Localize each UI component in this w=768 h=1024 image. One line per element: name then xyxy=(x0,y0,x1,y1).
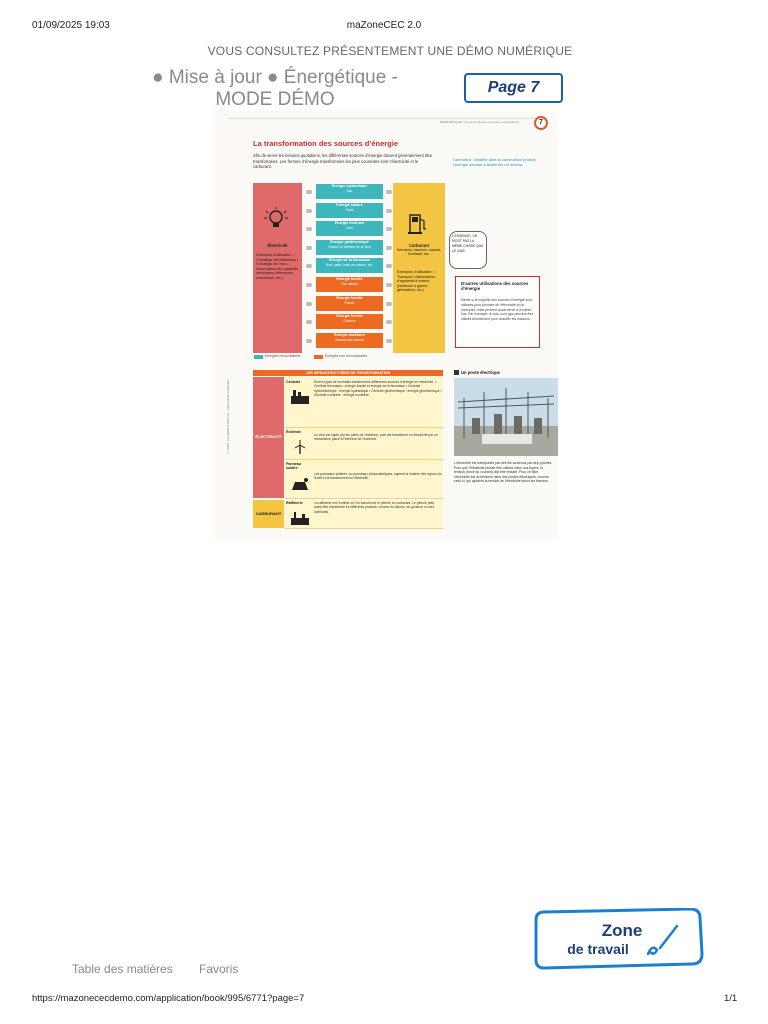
flow-arrow-icon xyxy=(306,209,312,213)
lightbulb-icon xyxy=(264,207,288,233)
fuel-label-subtitle: Kérosène, essence, mazout, biodiesel, etc. xyxy=(396,248,442,256)
copyright-credit: © ERPI, Les Éditions CEC inc. • Reproduction interdite xyxy=(226,380,230,455)
book-title-line1: ● Mise à jour ● Énergétique - xyxy=(152,67,398,88)
print-date: 01/09/2025 19:03 xyxy=(32,20,110,31)
table-electricity-label: ÉLECTRICITÉ xyxy=(255,434,282,439)
table-of-contents-link[interactable]: Table des matières xyxy=(72,962,173,976)
flow-arrow-icon xyxy=(386,283,392,287)
legend-renewable-swatch xyxy=(254,355,263,359)
energy-source-origin: Charbon xyxy=(343,319,356,324)
flow-arrow-icon xyxy=(386,339,392,343)
book-title xyxy=(130,67,420,111)
energy-source-box xyxy=(316,314,383,329)
energy-source-origin: Eau xyxy=(346,189,353,193)
energy-source-name: Énergie nucléaire xyxy=(334,332,365,337)
flow-arrow-icon xyxy=(306,339,312,343)
table-row-text: Les panneaux solaires, ou panneaux photovoltaïques, captent la lumière des rayons du Soleil et la transforment en électricité. xyxy=(314,472,442,481)
table-fuel-label: CARBURANT xyxy=(255,511,282,516)
fuel-pump-icon xyxy=(408,213,428,235)
energy-source-origin: Pétrole xyxy=(344,300,355,305)
demo-banner: VOUS CONSULTEZ PRÉSENTEMENT UNE DÉMO NUMÉRIQUE xyxy=(207,44,573,58)
energy-source-box xyxy=(316,258,383,273)
flow-arrow-icon xyxy=(386,209,392,213)
energy-source-origin: Gaz naturel xyxy=(341,282,358,286)
energy-source-box xyxy=(316,277,383,292)
work-zone-label-line1: Zone xyxy=(601,921,643,940)
flow-arrow-icon xyxy=(306,283,312,287)
table-row-text: La raffinerie est l’endroit où l’on transforme le pétrole en carburant. Le pétrole peut aussi être transformé en différents produits, comme du bitume, du goudron ou des lubrifiants. xyxy=(314,501,435,514)
flow-arrow-icon xyxy=(306,246,312,250)
other-uses-text: Même si la majorité des sources d’énergie sont utilisées pour produire de l’électricité et du carburant, elles peuvent aussi servir à d’autres fins. Par exemple, le bois ou le gaz peuvent être utilisés directement pour chauffer les maisons. xyxy=(461,298,534,322)
photo-caption: L’électricité est transportée par des fils soutenus par des pylônes. Pour que l’électricité puisse être utilisée dans nos foyers, la tension (force du courant) doit être réduite. Pour ce faire, l’électricité est acheminée dans des postes électriques, comme celui-ci, qui ajustent la tension de l’électricité selon les besoins. xyxy=(454,461,553,484)
energy-source-name: Énergie fossile xyxy=(336,314,363,319)
fuel-label xyxy=(394,243,444,256)
table-row-category: Raffinerie xyxy=(286,501,303,505)
fuel-label-title: Carburant xyxy=(408,243,429,248)
energy-source-name: Énergie éolienne xyxy=(334,221,365,226)
flow-arrow-icon xyxy=(306,190,312,194)
page-header-text: ÉNERGÉTIQUE | Qu'est-ce qu'une ressource énergétique? xyxy=(440,120,520,124)
flow-arrow-icon xyxy=(386,246,392,250)
power-plant-icon xyxy=(290,390,310,404)
table-row-category: Centrale xyxy=(286,380,301,384)
fuel-column xyxy=(393,183,445,353)
work-zone-button[interactable] xyxy=(530,908,705,970)
print-footer-page: 1/1 xyxy=(724,993,738,1004)
page-intro: Afin de servir les besoins quotidiens, les différentes sources d’énergie doivent généralement être transformées. Les formes d’énergie transformées les plus courantes sont l’électricité et le carburant. xyxy=(253,153,433,170)
electricity-label: Électricité xyxy=(267,243,288,248)
flow-arrow-icon xyxy=(306,320,312,324)
print-title: maZoneCEC 2.0 xyxy=(346,20,422,31)
legend-fossil-swatch xyxy=(314,355,323,359)
speech-bubble: L’ESSENCE, CE N’EST PAS LA MÊME CHOSE QUE LE GAZ! xyxy=(449,231,487,269)
infrastructure-table-title: LES INFRASTRUCTURES DE TRANSFORMATION xyxy=(253,370,443,376)
energy-source-origin: Uranium des atomes xyxy=(334,337,365,342)
photo-number-badge xyxy=(454,370,459,375)
energy-source-box xyxy=(316,184,383,199)
flow-arrow-icon xyxy=(306,227,312,231)
fuel-examples: Exemples d’utilisation : • Transport • Alimentation d’appareils à moteur (tondeuse à gazon, génératrice, etc.) xyxy=(397,270,436,293)
flow-arrow-icon xyxy=(386,302,392,306)
electricity-examples: Exemples d’utilisation : • Chauffage des bâtiments • Chauffage de l’eau • Alimentation des appareils électriques (téléviseurs, ordinateurs, etc.) xyxy=(256,253,299,280)
flow-arrow-icon xyxy=(386,227,392,231)
print-footer-url: https://mazonececdemo.com/application/book/995/6771?page=7 xyxy=(32,993,305,1004)
substation-photo xyxy=(454,378,558,456)
definition-note: Carburant : Matière dont la combustion produit l’énergie servant à alimenter un moteur. xyxy=(453,157,536,167)
energy-source-name: Énergie fossile xyxy=(336,277,363,281)
energy-source-box xyxy=(316,203,383,218)
book-title-line2: MODE DÉMO xyxy=(215,89,335,110)
flow-arrow-icon xyxy=(386,320,392,324)
page-heading: La transformation des sources d’énergie xyxy=(253,139,399,148)
energy-source-name: Énergie de la biomasse xyxy=(329,258,370,263)
wind-turbine-icon xyxy=(290,440,310,454)
table-row-category: Panneau solaire xyxy=(286,462,301,470)
energy-source-box xyxy=(316,296,383,311)
energy-source-box xyxy=(316,221,383,236)
solar-panel-icon xyxy=(290,478,310,492)
energy-source-origin: Vent xyxy=(346,226,353,231)
legend-fossil-text: Énergies non renouvelables xyxy=(325,354,368,358)
refinery-icon xyxy=(290,511,310,525)
work-zone-label-line2: de travail xyxy=(567,941,629,957)
favorites-link[interactable]: Favoris xyxy=(199,962,239,976)
energy-source-name: Énergie fossile xyxy=(336,295,363,300)
energy-source-origin: Soleil xyxy=(345,207,354,212)
table-row-text: Divers types de centrales transforment différentes sources d’énergie en électricité. • Centrale thermique : énergie fossile et énergie de la biomasse • Centrale hydroélectrique : énergie hydraulique • Centrale géothermique : énergie géothermique • Centrale nucléaire : énergie nucléaire xyxy=(314,380,442,398)
photo-title: Un poste électrique xyxy=(461,370,500,375)
flow-arrow-icon xyxy=(386,190,392,194)
page-selector-button[interactable]: Page 7 xyxy=(464,73,563,103)
page-number-marker: 7 xyxy=(534,116,548,130)
flow-arrow-icon xyxy=(306,302,312,306)
energy-source-name: Énergie géothermique xyxy=(330,239,369,244)
energy-source-origin: Chaleur à l’intérieur de la Terre xyxy=(327,244,372,249)
table-row-category: Éolienne xyxy=(286,430,301,434)
energy-source-box xyxy=(316,333,383,348)
energy-source-name: Énergie solaire xyxy=(336,202,363,207)
legend-renewable-text: Énergies renouvelables xyxy=(265,354,301,358)
other-uses-title: D’autres utilisations des sources d’énergie xyxy=(461,281,529,291)
energy-source-name: Énergie hydraulique xyxy=(331,184,368,188)
table-row-text: Le vent est capté par les pales de l’éolienne, puis est transformé en électricité par un mécanisme placé à l’intérieur de l’éolienne. xyxy=(314,433,438,442)
energy-source-origin: Bois, paille, huile de cuisson, etc. xyxy=(326,263,373,268)
energy-source-box xyxy=(316,240,383,255)
